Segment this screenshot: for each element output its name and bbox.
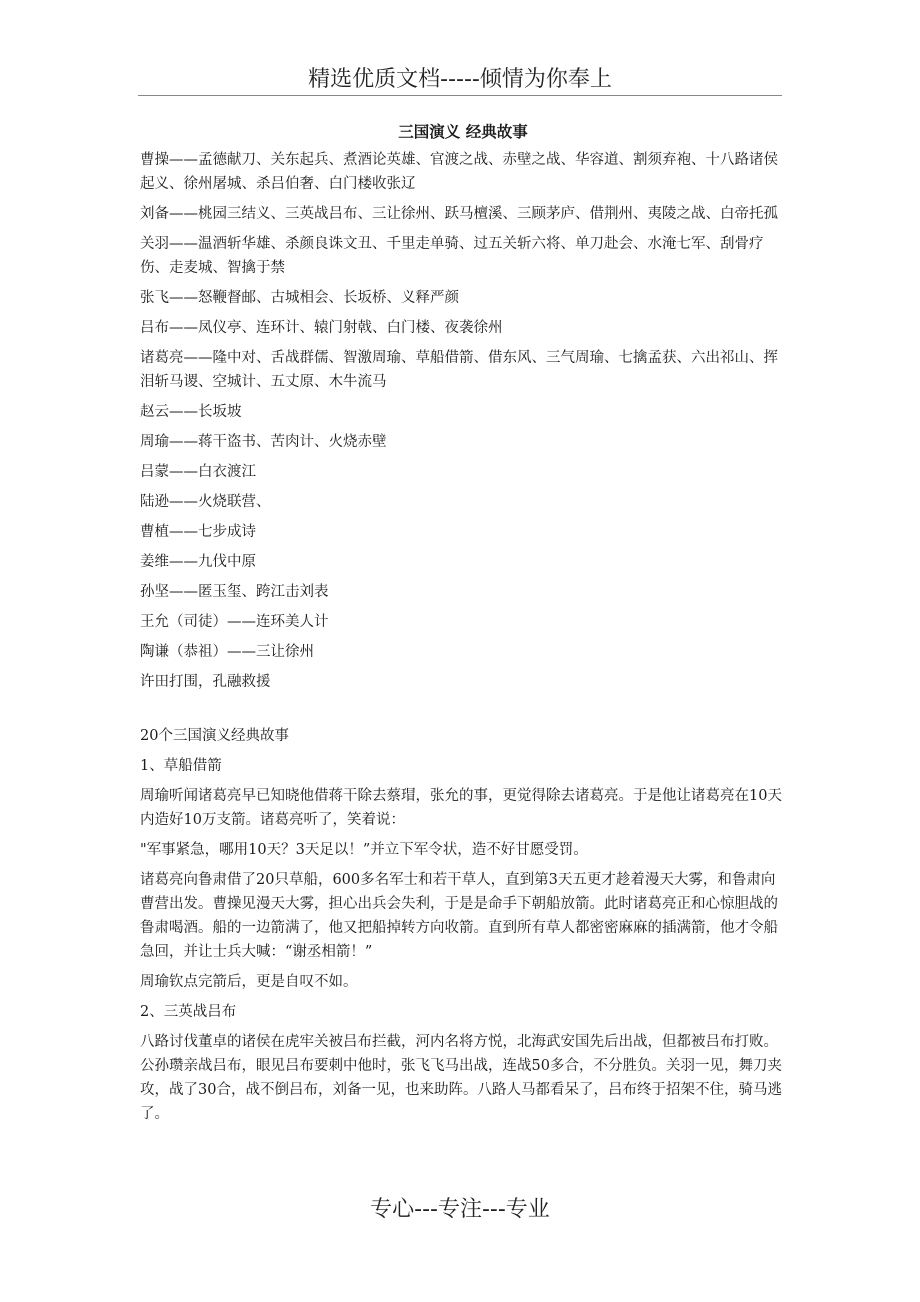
story-paragraph: 周瑜听闻诸葛亮早已知晓他借蒋干除去蔡瑁，张允的事，更觉得除去诸葛亮。于是他让诸葛亮在10天内造好10万支箭。诸葛亮听了，笑着说： — [140, 788, 782, 828]
story-paragraph: 八路讨伐董卓的诸侯在虎牢关被吕布拦截，河内名将方悦，北海武安国先后出战，但都被吕布打败。公孙瓒亲战吕布，眼见吕布要刺中他时，张飞飞马出战，连战50多合，不分胜负。关羽一见，舞刀夹攻，战了30合，战不倒吕布，刘备一见，也来助阵。八路人马都看呆了，吕布终于招架不住，骑马逃了。 — [140, 1034, 782, 1122]
character-entry: 姜维——九伐中原 — [140, 554, 256, 570]
story-section — [140, 754, 786, 994]
character-entry: 诸葛亮——隆中对、舌战群儒、智激周瑜、草船借箭、借东风、三气周瑜、七擒孟获、六出祁山、挥泪斩马谡、空城计、五丈原、木牛流马 — [140, 350, 778, 390]
character-entry: 关羽——温酒斩华雄、杀颜良诛文丑、千里走单骑、过五关斩六将、单刀赴会、水淹七军、刮骨疗伤、走麦城、智擒于禁 — [140, 236, 764, 276]
character-entry: 许田打围，孔融救援 — [140, 674, 271, 690]
character-entry: 陆逊——火烧联营、 — [140, 494, 271, 510]
story-heading: 2、三英战吕布 — [140, 1004, 237, 1020]
stories-intro: 20个三国演义经典故事 — [140, 728, 289, 744]
character-list — [140, 148, 786, 694]
story-paragraph: 周瑜钦点完箭后，更是自叹不如。 — [140, 974, 358, 990]
character-entry: 刘备——桃园三结义、三英战吕布、三让徐州、跃马檀溪、三顾茅庐、借荆州、夷陵之战、白帝托孤 — [140, 206, 778, 222]
character-entry: 赵云——长坂坡 — [140, 404, 242, 420]
character-entry: 吕蒙——白衣渡江 — [140, 464, 256, 480]
story-paragraph: 诸葛亮向鲁肃借了20只草船，600多名军士和若干草人，直到第3天五更才趁着漫天大雾，和鲁肃向曹营出发。曹操见漫天大雾，担心出兵会失利，于是是命手下朝船放箭。此时诸葛亮正和心惊胆战的鲁肃喝酒。船的一边箭满了，他又把船掉转方向收箭。直到所有草人都密密麻麻的插满箭，他才令船急回，并让士兵大喊：“谢丞相箭！” — [140, 872, 778, 960]
character-entry: 曹操——孟德献刀、关东起兵、煮酒论英雄、官渡之战、赤壁之战、华容道、割须弃袍、十八路诸侯起义、徐州屠城、杀吕伯奢、白门楼收张辽 — [140, 152, 778, 192]
page-footer: 专心---专注---专业 — [370, 1197, 550, 1222]
character-entry: 曹植——七步成诗 — [140, 524, 256, 540]
story-section — [140, 1000, 786, 1126]
document-title: 三国演义 经典故事 — [398, 123, 528, 141]
page-header: 精选优质文档-----倾情为你奉上 — [308, 67, 612, 92]
document-body — [140, 120, 786, 1132]
character-entry: 周瑜——蒋干盗书、苦肉计、火烧赤壁 — [140, 434, 387, 450]
character-entry: 陶谦（恭祖）——三让徐州 — [140, 644, 314, 660]
header-divider — [138, 95, 782, 96]
character-entry: 吕布——凤仪亭、连环计、辕门射戟、白门楼、夜袭徐州 — [140, 320, 503, 336]
story-paragraph: "军事紧急，哪用10天？3天足以！”并立下军令状，造不好甘愿受罚。 — [140, 842, 588, 858]
character-entry: 孙坚——匿玉玺、跨江击刘表 — [140, 584, 329, 600]
character-entry: 王允（司徒）——连环美人计 — [140, 614, 329, 630]
character-entry: 张飞——怒鞭督邮、古城相会、长坂桥、义释严颜 — [140, 290, 459, 306]
story-heading: 1、草船借箭 — [140, 758, 222, 774]
